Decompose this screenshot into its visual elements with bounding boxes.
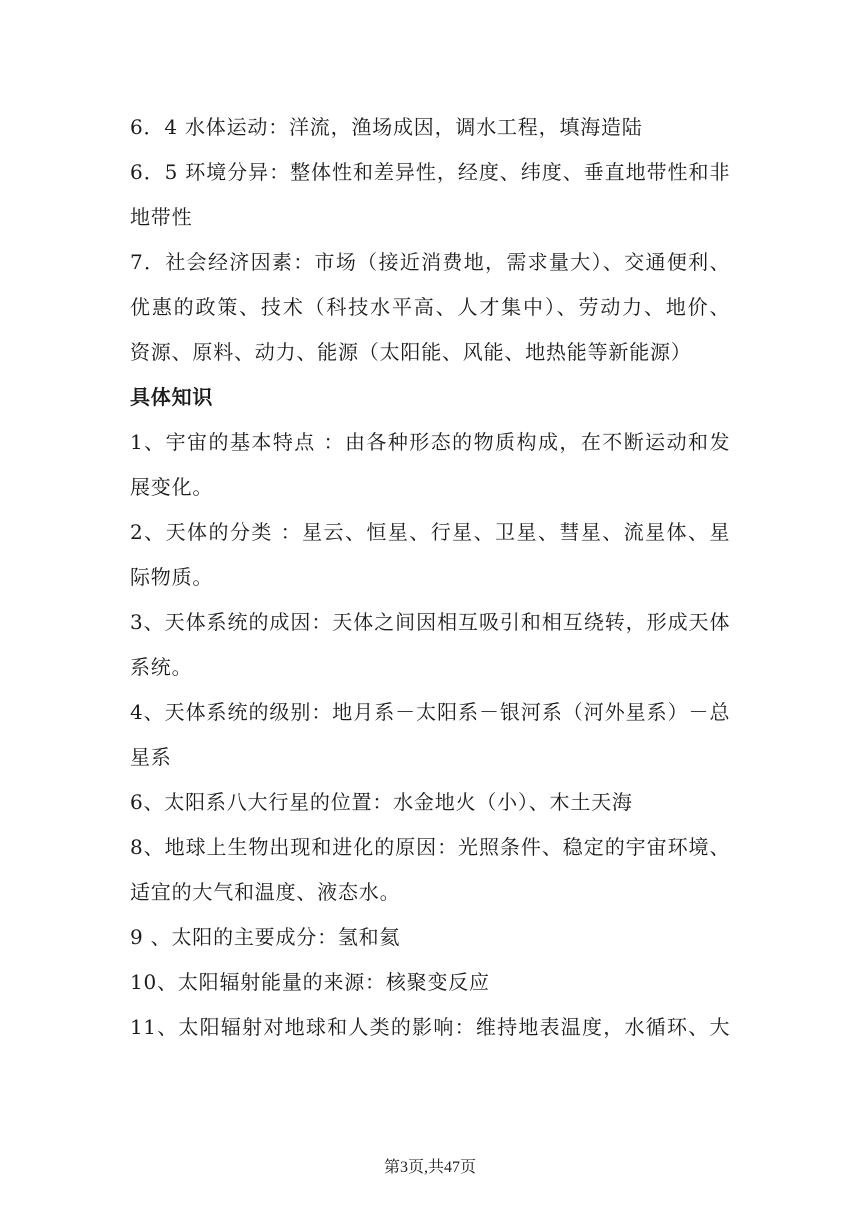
text-line: 际物质。 bbox=[130, 565, 214, 589]
text-line: 1、宇宙的基本特点 ：由各种形态的物质构成，在不断运动和发 bbox=[130, 430, 730, 454]
text-line: 地带性 bbox=[130, 205, 193, 229]
text-line: 8、地球上生物出现和进化的原因：光照条件、稳定的宇宙环境、 bbox=[130, 835, 730, 859]
text-line: 6、太阳系八大行星的位置：水金地火（小）、木土天海 bbox=[130, 790, 633, 814]
text-line: 6．4 水体运动：洋流，渔场成因，调水工程，填海造陆 bbox=[130, 115, 643, 139]
text-line: 11、太阳辐射对地球和人类的影响：维持地表温度，水循环、大 bbox=[130, 1015, 730, 1039]
text-line: 星系 bbox=[130, 745, 172, 769]
page-number-footer: 第3页,共47页 bbox=[383, 1159, 476, 1176]
document-body bbox=[130, 105, 730, 1050]
text-line: 资源、原料、动力、能源（太阳能、风能、地热能等新能源） bbox=[130, 340, 692, 364]
section-heading: 具体知识 bbox=[130, 385, 214, 409]
text-line: 3、天体系统的成因：天体之间因相互吸引和相互绕转，形成天体 bbox=[130, 610, 730, 634]
text-line: 9 、太阳的主要成分：氢和氦 bbox=[130, 925, 401, 949]
text-line: 7．社会经济因素：市场（接近消费地，需求量大）、交通便利、 bbox=[130, 250, 730, 274]
text-line: 6．5 环境分异：整体性和差异性，经度、纬度、垂直地带性和非 bbox=[130, 160, 730, 184]
text-line: 10、太阳辐射能量的来源：核聚变反应 bbox=[130, 970, 490, 994]
text-line: 2、天体的分类 ：星云、恒星、行星、卫星、彗星、流星体、星 bbox=[130, 520, 730, 544]
text-line: 优惠的政策、技术（科技水平高、人才集中）、劳动力、地价、 bbox=[130, 295, 730, 319]
text-line: 4、天体系统的级别：地月系－太阳系－银河系（河外星系）－总 bbox=[130, 700, 730, 724]
text-line: 展变化。 bbox=[130, 475, 214, 499]
text-line: 适宜的大气和温度、液态水。 bbox=[130, 880, 401, 904]
text-line: 系统。 bbox=[130, 655, 193, 679]
